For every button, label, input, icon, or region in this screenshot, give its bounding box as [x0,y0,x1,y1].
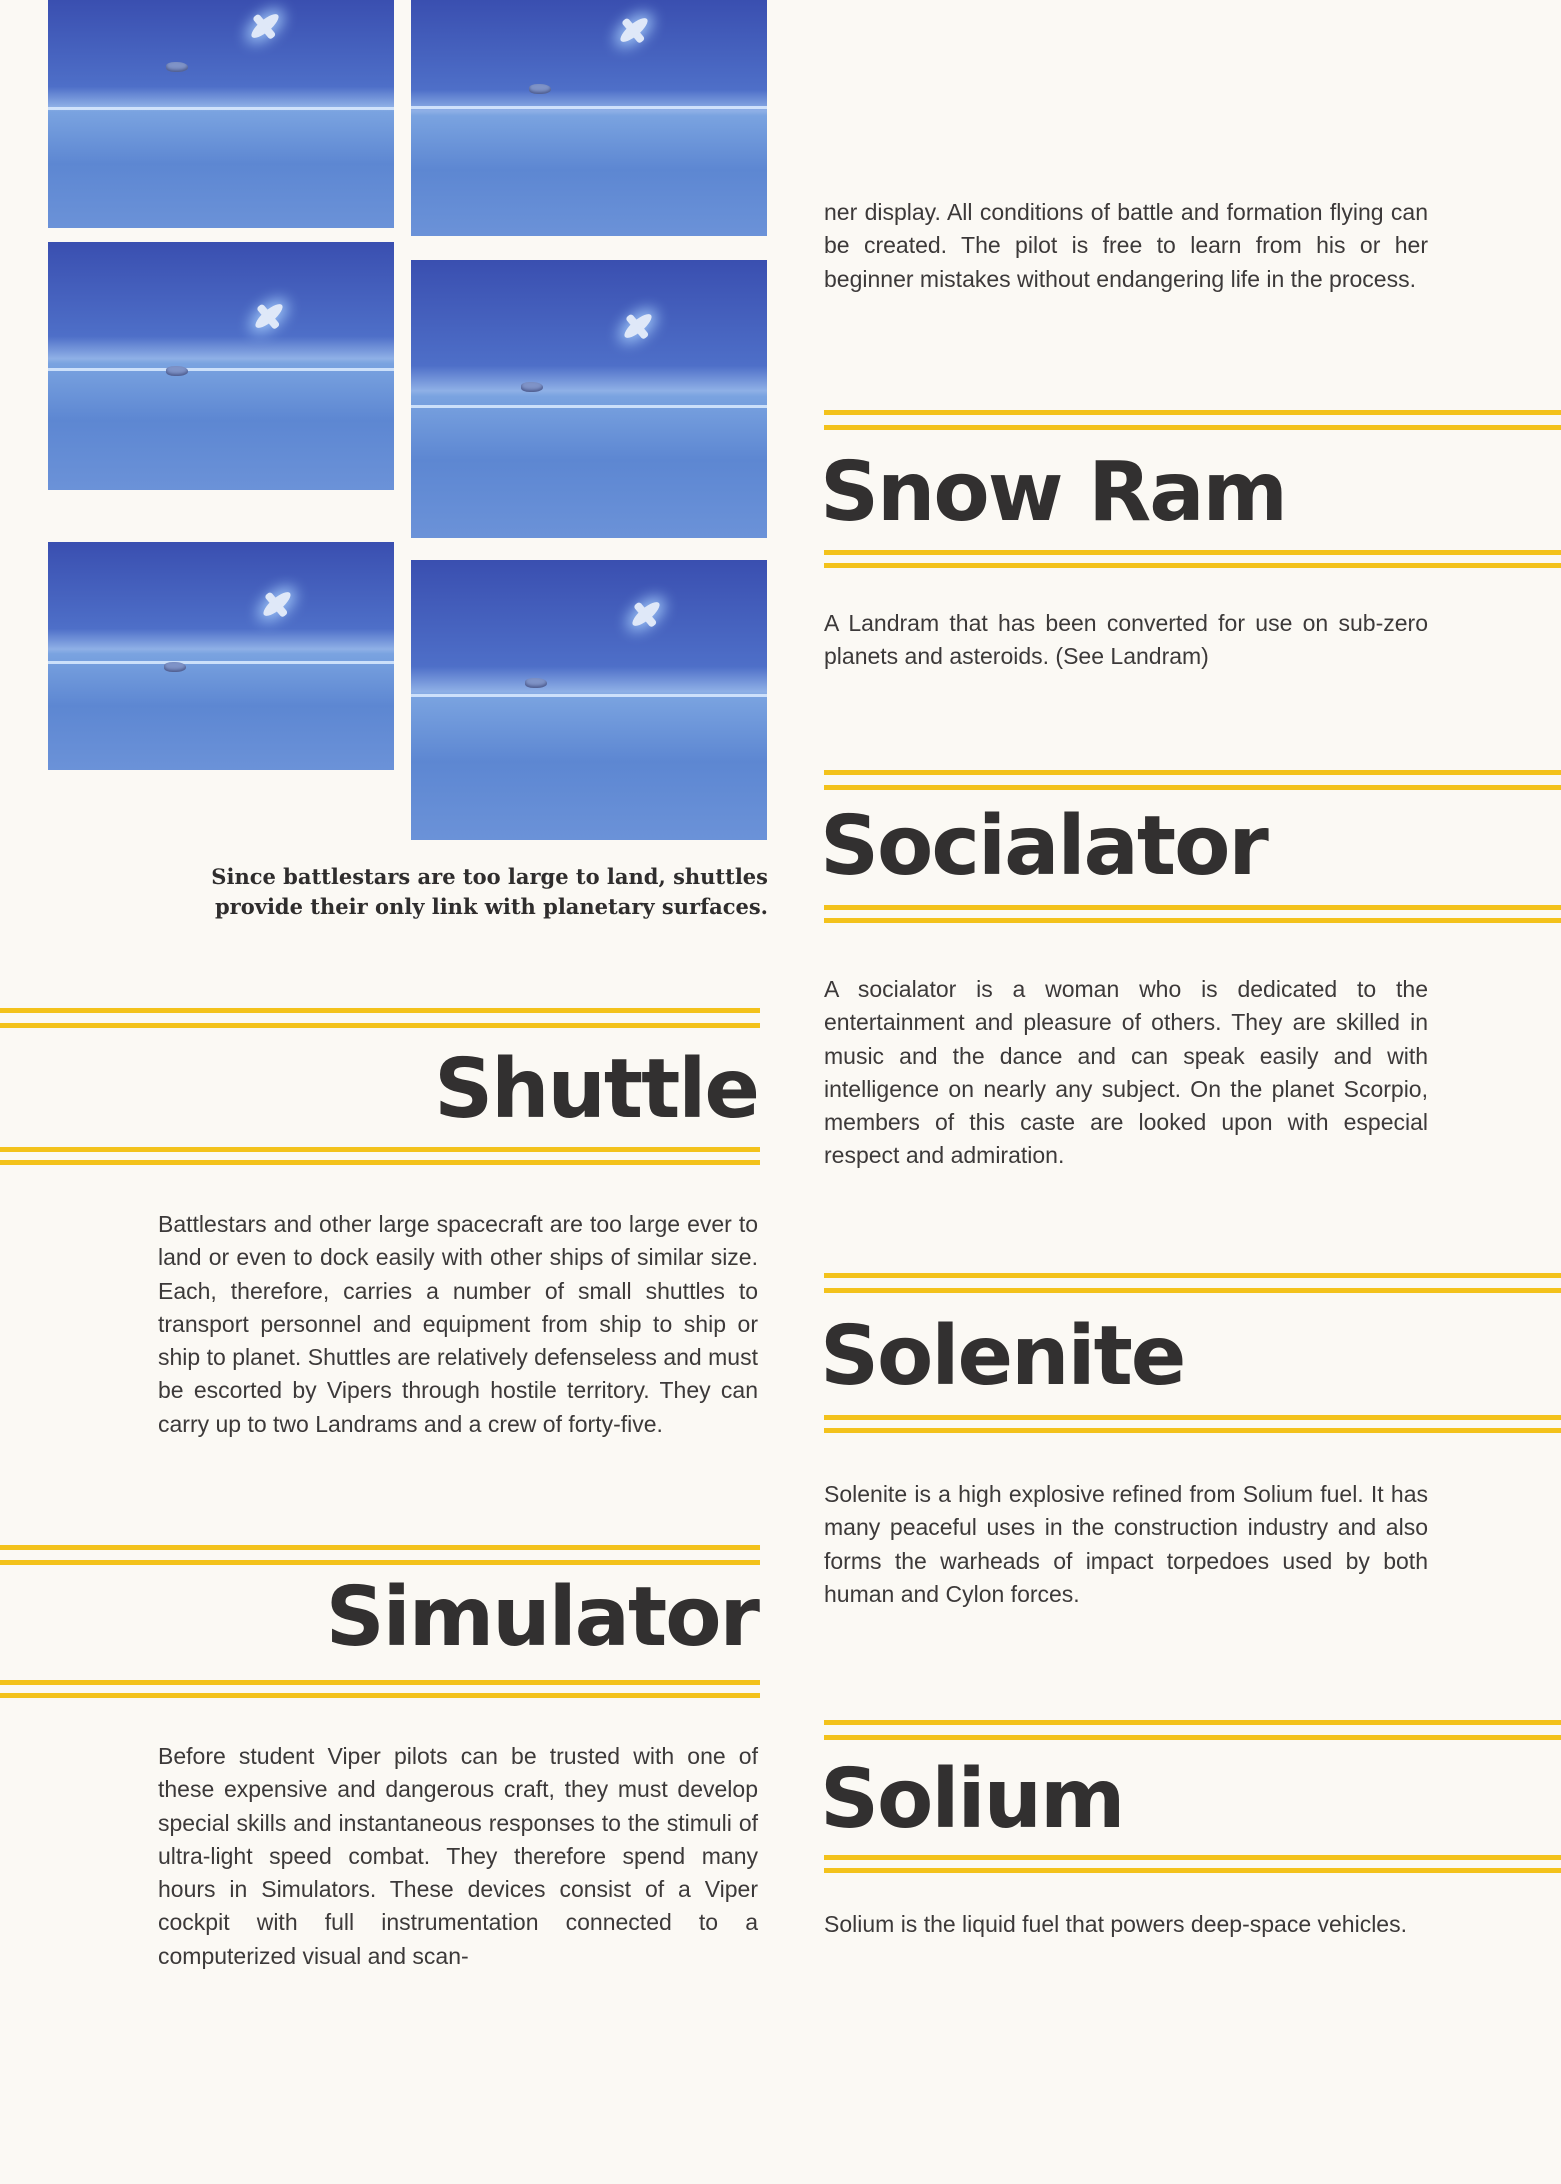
shuttle-top-rule-2 [0,1023,760,1028]
shuttle-bottom-rule-1 [0,1147,760,1152]
solium-top-rule-2 [824,1735,1561,1740]
solenite-bottom-rule-1 [824,1415,1561,1420]
photo-caption: Since battlestars are too large to land, shuttles provide their only link with planetary surfaces. [211,864,768,919]
solenite-top-rule-1 [824,1273,1561,1278]
socialator-bottom-rule-2 [824,918,1561,923]
shuttle-photo-5 [48,542,394,770]
shuttle-heading: Shuttle [434,1042,758,1137]
socialator-bottom-rule-1 [824,905,1561,910]
shuttle-bottom-rule-2 [0,1160,760,1165]
shuttle-photo-3 [48,242,394,490]
shuttle-photo-2 [411,0,767,236]
simulator-heading: Simulator [325,1570,758,1665]
snow-ram-definition: A Landram that has been converted for use on sub-zero planets and asteroids. (See Landram) [824,610,1428,670]
socialator-definition: A socialator is a woman who is dedicated to the entertainment and pleasure of others. They are skilled in music and the dance and can speak easily and with intelligence on nearly any subject. On the planet Scorpio, members of this caste are looked upon with especial respect and admiration. [824,976,1428,1169]
simulator-bottom-rule-1 [0,1680,760,1685]
solenite-bottom-rule-2 [824,1428,1561,1433]
simulator-definition-continued: ner display. All conditions of battle and formation flying can be created. The pilot is free to learn from his or her beginner mistakes without endangering life in the process. [824,199,1428,292]
solenite-heading: Solenite [820,1309,1185,1404]
snow-ram-bottom-rule-2 [824,563,1561,568]
shuttle-definition: Battlestars and other large spacecraft are too large ever to land or even to dock easily with other ships of similar size. Each, therefore, carries a number of small shuttles to transport personnel and equipment from ship to ship or ship to planet. Shuttles are relatively defenseless and must be escorted by Vipers through hostile territory. They can carry up to two Landrams and a crew of forty-five. [158,1211,758,1437]
snow-ram-top-rule-1 [824,410,1561,415]
shuttle-top-rule-1 [0,1008,760,1013]
solium-bottom-rule-2 [824,1868,1561,1873]
socialator-top-rule-1 [824,770,1561,775]
simulator-top-rule-2 [0,1560,760,1565]
simulator-top-rule-1 [0,1545,760,1550]
simulator-definition: Before student Viper pilots can be trusted with one of these expensive and dangerous craft, they must develop special skills and instantaneous responses to the stimuli of ultra-light speed combat. They therefore spend many hours in Simulators. These devices consist of a Viper cockpit with full instrumentation connected to a computerized visual and scan- [158,1743,758,1969]
shuttle-photo-6 [411,560,767,840]
shuttle-photo-4 [411,260,767,538]
solium-bottom-rule-1 [824,1855,1561,1860]
socialator-heading: Socialator [820,799,1267,894]
snow-ram-bottom-rule-1 [824,550,1561,555]
solenite-definition: Solenite is a high explosive refined from Solium fuel. It has many peaceful uses in the construction industry and also forms the warheads of impact torpedoes used by both human and Cylon forces. [824,1481,1428,1607]
shuttle-photo-1 [48,0,394,228]
solenite-top-rule-2 [824,1288,1561,1293]
snow-ram-heading: Snow Ram [820,445,1286,540]
simulator-bottom-rule-2 [0,1693,760,1698]
solium-definition: Solium is the liquid fuel that powers deep-space vehicles. [824,1911,1407,1937]
socialator-top-rule-2 [824,785,1561,790]
snow-ram-top-rule-2 [824,425,1561,430]
solium-heading: Solium [820,1752,1124,1847]
solium-top-rule-1 [824,1720,1561,1725]
